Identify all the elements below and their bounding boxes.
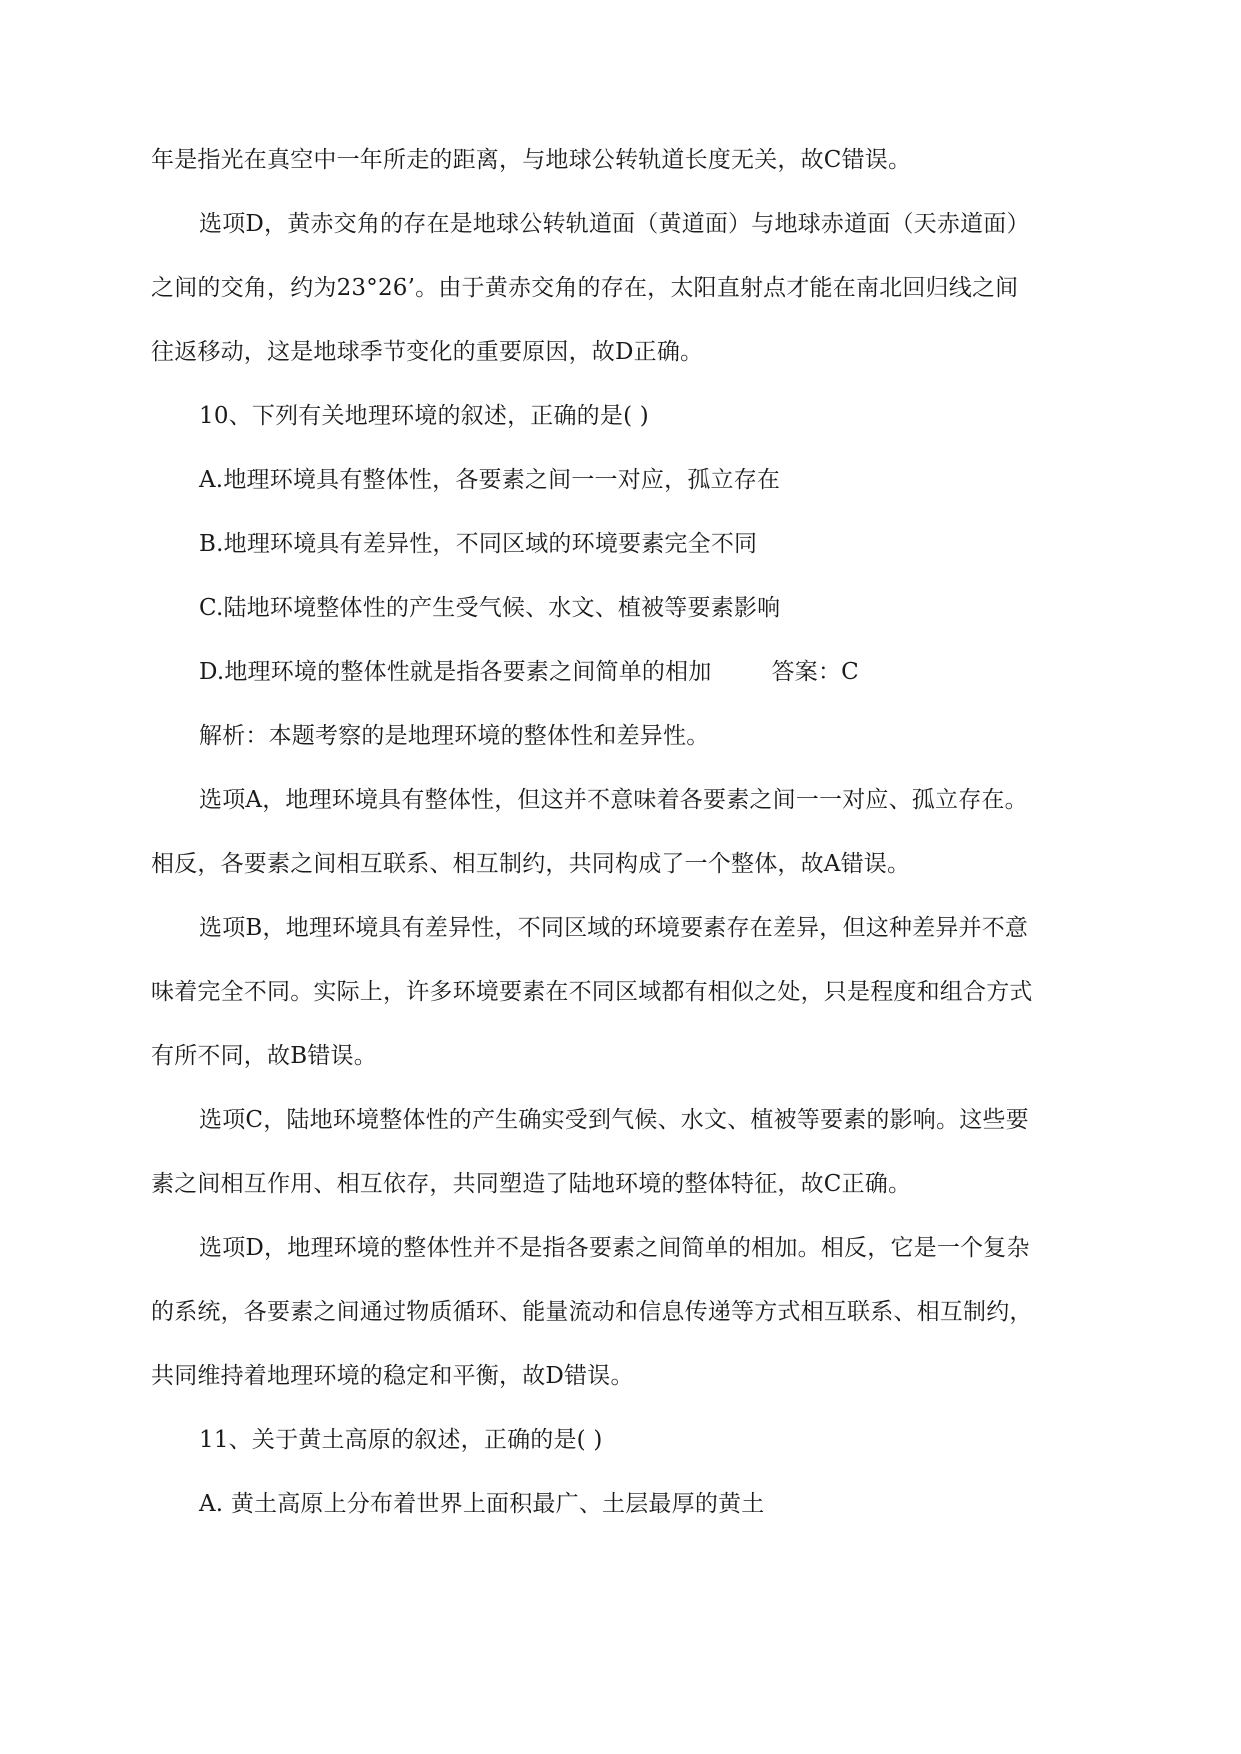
- paragraph-line: 年是指光在真空中一年所走的距离，与地球公转轨道长度无关，故C错误。: [151, 147, 912, 173]
- paragraph-line: 之间的交角，约为23°26’。由于黄赤交角的存在，太阳直射点才能在南北回归线之间: [151, 275, 1019, 301]
- question-stem: 11、关于黄土高原的叙述，正确的是( ): [199, 1427, 603, 1453]
- analysis-intro: 解析：本题考察的是地理环境的整体性和差异性。: [199, 723, 710, 749]
- paragraph-line: 味着完全不同。实际上，许多环境要素在不同区域都有相似之处，只是程度和组合方式: [151, 979, 1033, 1005]
- paragraph-line: 选项B，地理环境具有差异性，不同区域的环境要素存在差异，但这种差异并不意: [199, 915, 1029, 941]
- paragraph-line: 选项D，黄赤交角的存在是地球公转轨道面（黄道面）与地球赤道面（天赤道面）: [199, 211, 1030, 237]
- paragraph-line: 相反，各要素之间相互联系、相互制约，共同构成了一个整体，故A错误。: [151, 851, 911, 877]
- option-d-row: [151, 656, 1101, 720]
- paragraph-line: 选项D，地理环境的整体性并不是指各要素之间简单的相加。相反，它是一个复杂: [199, 1235, 1030, 1261]
- option-a: A.地理环境具有整体性，各要素之间一一对应，孤立存在: [199, 467, 781, 493]
- paragraph-line: 共同维持着地理环境的稳定和平衡，故D错误。: [151, 1363, 634, 1389]
- option-c: C.陆地环境整体性的产生受气候、水文、植被等要素影响: [199, 595, 781, 621]
- paragraph-line: 的系统，各要素之间通过物质循环、能量流动和信息传递等方式相互联系、相互制约，: [151, 1299, 1033, 1325]
- paragraph-line: 选项A，地理环境具有整体性，但这并不意味着各要素之间一一对应、孤立存在。: [199, 787, 1028, 813]
- paragraph-line: 选项C，陆地环境整体性的产生确实受到气候、水文、植被等要素的影响。这些要: [199, 1107, 1029, 1133]
- question-stem: 10、下列有关地理环境的叙述，正确的是( ): [199, 403, 649, 429]
- paragraph-line: 有所不同，故B错误。: [151, 1043, 377, 1069]
- document-body: [151, 144, 1101, 1552]
- option-a: A. 黄土高原上分布着世界上面积最广、土层最厚的黄土: [199, 1491, 765, 1517]
- option-d: D.地理环境的整体性就是指各要素之间简单的相加: [199, 659, 712, 685]
- paragraph-line: 往返移动，这是地球季节变化的重要原因，故D正确。: [151, 339, 704, 365]
- option-b: B.地理环境具有差异性，不同区域的环境要素完全不同: [199, 531, 758, 557]
- answer: 答案：C: [771, 659, 859, 685]
- paragraph-line: 素之间相互作用、相互依存，共同塑造了陆地环境的整体特征，故C正确。: [151, 1171, 912, 1197]
